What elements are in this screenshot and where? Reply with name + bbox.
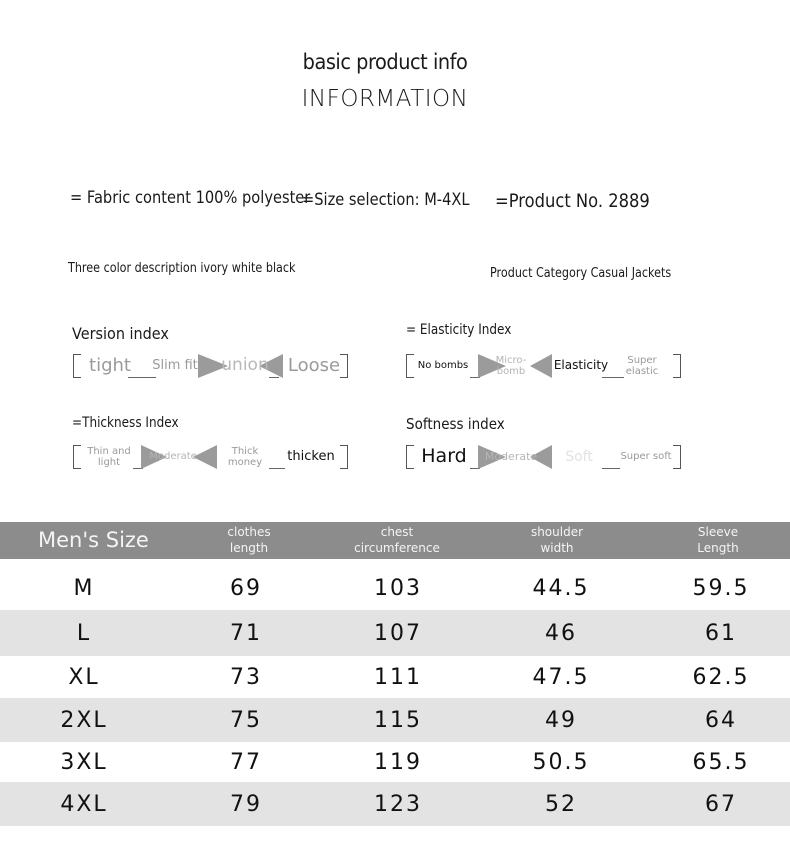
softness-index-title: Softness index [406, 415, 505, 433]
cell-sleeve: 59.5 [692, 575, 750, 601]
elasticity-option-super-elastic: Super elastic [625, 354, 659, 377]
product-category: Product Category Casual Jackets [490, 266, 672, 281]
elasticity-index-scale [406, 354, 681, 378]
cell-chest: 111 [374, 664, 422, 690]
cell-clothes-length: 79 [230, 791, 262, 817]
header-sleeve-length: Sleeve Length [697, 524, 739, 555]
version-option-tight: tight [89, 354, 131, 376]
section-title: basic product info [302, 50, 468, 74]
header-shoulder-width: shoulder width [530, 524, 584, 555]
cell-shoulder: 49 [545, 707, 577, 733]
cell-size: M [73, 575, 95, 601]
cell-shoulder: 44.5 [532, 575, 590, 601]
elasticity-option-elasticity: Elasticity [553, 358, 609, 373]
version-option-loose: Loose [287, 354, 341, 376]
softness-option-moderate: Moderate [484, 449, 538, 463]
elasticity-index-title: = Elasticity Index [406, 322, 512, 338]
cell-shoulder: 50.5 [532, 749, 590, 775]
cell-size: 3XL [60, 749, 108, 775]
product-number: =Product No. 2889 [495, 190, 650, 212]
version-index-scale [73, 354, 348, 378]
size-table-header [0, 522, 790, 559]
header-chest-circumference: chest circumference [354, 524, 440, 555]
cell-sleeve: 62.5 [692, 664, 750, 690]
cell-sleeve: 61 [705, 620, 737, 646]
section-subtitle: INFORMATION [301, 86, 469, 112]
version-option-slim-fit: Slim fit [152, 357, 198, 373]
cell-clothes-length: 77 [230, 749, 262, 775]
table-row [0, 610, 790, 656]
fabric-content: = Fabric content 100% polyester [70, 188, 311, 208]
cell-size: L [76, 620, 92, 646]
header-clothes-length: clothes length [227, 524, 271, 555]
elasticity-option-micro-bomb: Micro-bomb [495, 354, 527, 377]
table-row [0, 656, 790, 698]
table-row [0, 782, 790, 826]
version-index-title: Version index [72, 324, 169, 343]
thickness-option-moderate: Moderate [149, 451, 197, 463]
thickness-option-thicken: thicken [287, 448, 335, 464]
softness-option-soft: Soft [565, 448, 593, 465]
table-row [0, 742, 790, 782]
cell-chest: 115 [374, 707, 422, 733]
thickness-option-thin-and-light: Thin and light [87, 445, 131, 468]
cell-size: XL [68, 664, 100, 690]
cell-size: 2XL [60, 707, 108, 733]
thickness-index-title: =Thickness Index [72, 415, 179, 431]
cell-sleeve: 64 [705, 707, 737, 733]
cell-clothes-length: 71 [230, 620, 262, 646]
cell-shoulder: 46 [545, 620, 577, 646]
cell-chest: 119 [374, 749, 422, 775]
elasticity-option-no-bombs: No bombs [417, 360, 469, 372]
version-option-union: union [221, 355, 269, 376]
softness-option-super-soft: Super soft [620, 451, 672, 463]
cell-chest: 103 [374, 575, 422, 601]
table-row [0, 698, 790, 742]
cell-clothes-length: 69 [230, 575, 262, 601]
cell-shoulder: 47.5 [532, 664, 590, 690]
cell-size: 4XL [60, 791, 108, 817]
cell-clothes-length: 73 [230, 664, 262, 690]
cell-clothes-length: 75 [230, 707, 262, 733]
thickness-option-thick-money: Thick money [227, 445, 263, 468]
cell-sleeve: 65.5 [692, 749, 750, 775]
size-selection: =Size selection: M-4XL [302, 190, 470, 210]
cell-chest: 123 [374, 791, 422, 817]
color-description: Three color description ivory white black [68, 261, 296, 276]
table-row [0, 566, 790, 610]
cell-sleeve: 67 [705, 791, 737, 817]
cell-chest: 107 [374, 620, 422, 646]
softness-index-scale [406, 445, 681, 469]
header-mens-size: Men's Size [38, 527, 149, 552]
softness-option-hard: Hard [421, 445, 467, 468]
thickness-index-scale [73, 445, 348, 469]
cell-shoulder: 52 [545, 791, 577, 817]
